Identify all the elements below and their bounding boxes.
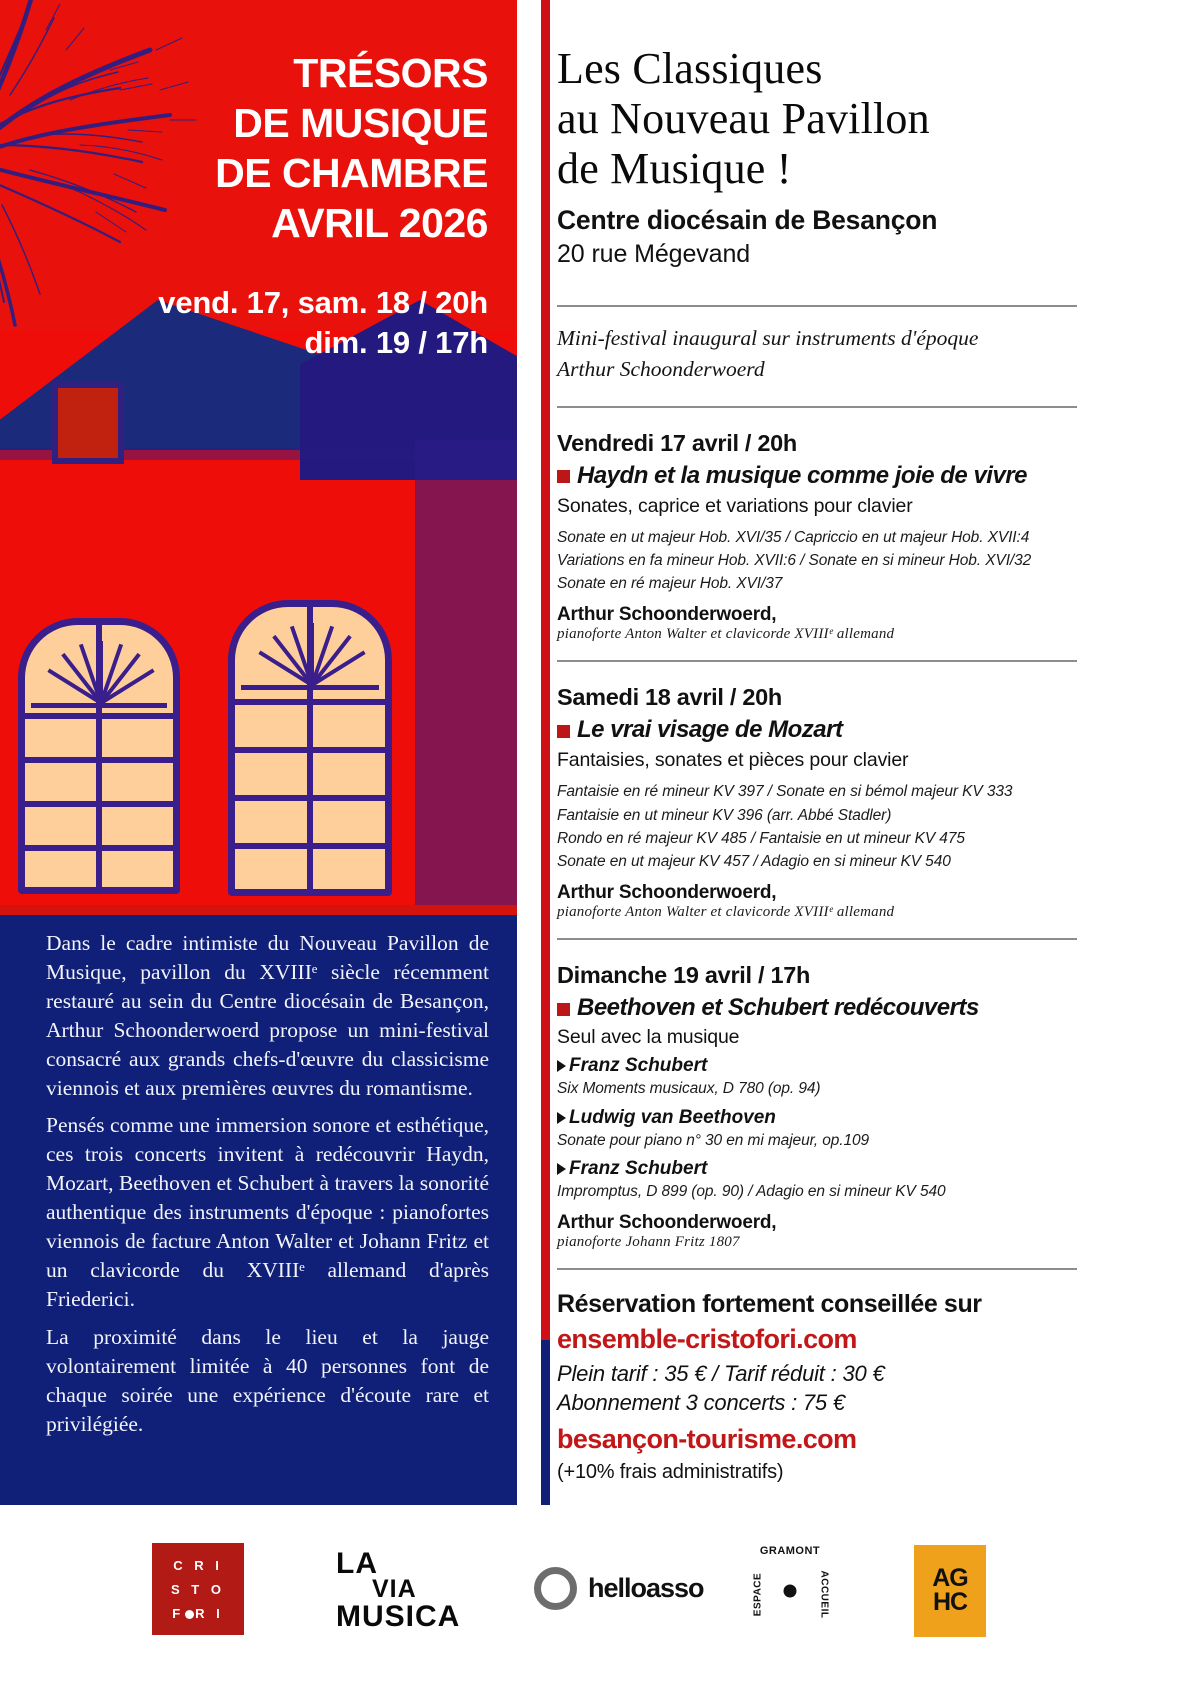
festival-note <box>557 323 1077 384</box>
concert-instruments: pianoforte Johann Fritz 1807 <box>557 1234 740 1250</box>
concert-day: Vendredi 17 avril / 20h <box>557 429 797 456</box>
blurb-paragraph-3: La proximité dans le lieu et la jauge volontairement limitée à 40 personnes font de chaque soirée une expérience d'écoute rare et privilégiée. <box>46 1324 489 1436</box>
dot-icon <box>185 1610 194 1619</box>
program-title-text: Le vrai visage de Mozart <box>577 716 843 744</box>
composer-entry <box>557 1158 1077 1180</box>
poster-dates <box>0 283 488 364</box>
concert-works <box>557 526 1077 596</box>
title-line-2: DE MUSIQUE <box>233 100 488 147</box>
program-title-text: Haydn et la musique comme joie de vivre <box>577 461 1027 489</box>
dates-line-1: vend. 17, sam. 18 / 20h <box>158 285 488 320</box>
title-line-1: TRÉSORS <box>293 50 488 96</box>
heading-line-3: de Musique ! <box>557 144 792 194</box>
work-line: Rondo en ré majeur KV 485 / Fantaisie en ut mineur KV 475 <box>557 829 965 847</box>
besancon-tourisme-link[interactable]: besançon-tourisme.com <box>557 1424 857 1454</box>
navy-accent-bar <box>541 1340 550 1505</box>
work-line: Fantaisie en ré mineur KV 397 / Sonate en si bémol majeur KV 333 <box>557 783 1013 801</box>
concert-program-title <box>557 994 1077 1022</box>
concert-performer: Arthur Schoonderwoerd, <box>557 604 777 626</box>
heading-line-1: Les Classiques <box>557 44 823 93</box>
ensemble-cristofori-link[interactable]: ensemble-cristofori.com <box>557 1324 857 1354</box>
window-right <box>228 600 392 896</box>
triangle-bullet-icon <box>557 1112 566 1124</box>
poster-title <box>0 48 488 248</box>
dates-line-2: dim. 19 / 17h <box>304 325 488 361</box>
concert-performer: Arthur Schoonderwoerd, <box>557 882 777 904</box>
description-text <box>46 929 489 1447</box>
red-accent-bar <box>541 0 550 1340</box>
venue-address: 20 rue Mégevand <box>557 240 751 269</box>
la-via-musica-logo <box>336 1547 476 1633</box>
square-bullet-icon <box>557 470 570 483</box>
gramont-left-text: ESPACE <box>752 1572 764 1617</box>
subscription-line: Abonnement 3 concerts : 75 € <box>557 1390 845 1415</box>
gramont-dot-icon <box>784 1585 797 1598</box>
aghc-logo <box>914 1545 986 1637</box>
composer-work: Impromptus, D 899 (op. 90) / Adagio en si mineur KV 540 <box>557 1182 946 1200</box>
partner-logos-strip <box>0 1505 1200 1698</box>
cristofori-line-2: S T O <box>171 1581 225 1597</box>
concert-performer: Arthur Schoonderwoerd, <box>557 1212 777 1233</box>
via-line-2: VIA <box>372 1575 417 1603</box>
concert-subtitle: Fantaisies, sonates et pièces pour clavier <box>557 749 909 772</box>
concert-subtitle: Seul avec la musique <box>557 1026 740 1049</box>
festival-note-line-2: Arthur Schoonderwoerd <box>557 356 765 381</box>
square-bullet-icon <box>557 1003 570 1016</box>
work-line: Variations en fa mineur Hob. XVII:6 / Sonate en si mineur Hob. XVI/32 <box>557 551 1032 569</box>
via-line-3: MUSICA <box>336 1600 461 1633</box>
main-heading <box>557 44 1077 194</box>
poster-info-column <box>517 0 1200 1698</box>
booking-heading: Réservation fortement conseillée sur <box>557 1290 982 1318</box>
composer-entry <box>557 1055 1077 1077</box>
via-line-1: LA <box>336 1547 378 1580</box>
booking-fees: (+10% frais administratifs) <box>557 1461 784 1483</box>
concert-instruments: pianoforte Anton Walter et clavicorde XVIIIᵉ allemand <box>557 904 895 921</box>
composer-work: Six Moments musicaux, D 780 (op. 94) <box>557 1080 821 1098</box>
concert-day: Dimanche 19 avril / 17h <box>557 962 811 989</box>
cristofori-logo <box>152 1543 244 1635</box>
blurb-paragraph-1: Dans le cadre intimiste du Nouveau Pavillon de Musique, pavillon du XVIIIᵉ siècle récemment restauré au sein du Centre diocésain de Besançon, Arthur Schoonderwoerd propose un mini-festival consacré aux grands chefs-d'œuvre du classicisme viennois et aux premières œuvres du romantisme. <box>46 931 489 1100</box>
blurb-paragraph-2: Pensés comme une immersion sonore et esthétique, ces trois concerts invitent à redécouvrir Haydn, Mozart, Beethoven et Schubert à travers la sonorité authentique des instruments d'époque : pianofortes viennois de facture Anton Walter et Johann Fritz et un clavicorde du XVIIIᵉ allemand d'après Friederici. <box>46 1113 489 1311</box>
helloasso-ring-icon <box>534 1567 577 1610</box>
cristofori-line-3: F R I <box>172 1605 224 1621</box>
attic-door <box>52 382 124 464</box>
triangle-bullet-icon <box>557 1060 566 1072</box>
title-line-4: AVRIL 2026 <box>271 200 488 247</box>
concert-instruments: pianoforte Anton Walter et clavicorde XVIIIᵉ allemand <box>557 626 895 643</box>
helloasso-wordmark: helloasso <box>588 1573 704 1603</box>
heading-line-2: au Nouveau Pavillon <box>557 94 930 144</box>
wall-side <box>415 440 517 920</box>
window-left <box>18 618 180 894</box>
cristofori-line-1: C R I <box>173 1557 223 1573</box>
composer-entry <box>557 1107 1077 1129</box>
triangle-bullet-icon <box>557 1163 566 1175</box>
description-panel <box>0 915 517 1505</box>
concert-works <box>557 780 1077 873</box>
program-title-text: Beethoven et Schubert redécouverts <box>577 994 979 1022</box>
poster-illustration-panel <box>0 0 517 1505</box>
title-line-3: DE CHAMBRE <box>215 150 488 197</box>
concert-program-title <box>557 462 1077 490</box>
work-line: Sonate en ut majeur KV 457 / Adagio en si mineur KV 540 <box>557 853 951 870</box>
composer-name: Franz Schubert <box>569 1055 708 1077</box>
festival-note-line-1: Mini-festival inaugural sur instruments d'époque <box>557 326 979 351</box>
concert-subtitle: Sonates, caprice et variations pour clavier <box>557 494 913 517</box>
work-line: Sonate en ut majeur Hob. XVI/35 / Capriccio en ut majeur Hob. XVII:4 <box>557 528 1030 546</box>
work-line: Sonate en ré majeur Hob. XVI/37 <box>557 575 783 592</box>
concert-program-title <box>557 716 1077 744</box>
price-line: Plein tarif : 35 € / Tarif réduit : 30 € <box>557 1361 885 1386</box>
venue-name: Centre diocésain de Besançon <box>557 205 938 236</box>
concert-block <box>557 962 1077 1251</box>
concert-day: Samedi 18 avril / 20h <box>557 684 782 711</box>
gramont-top-text: GRAMONT <box>759 1545 821 1557</box>
gramont-right-text: ACCUEIL <box>818 1570 830 1619</box>
aghc-line-1: AG <box>932 1564 968 1593</box>
aghc-line-2: HC <box>932 1588 968 1616</box>
concert-block <box>557 684 1077 921</box>
info-content <box>557 0 1077 1484</box>
helloasso-logo <box>534 1567 704 1610</box>
composer-name: Ludwig van Beethoven <box>569 1106 776 1128</box>
square-bullet-icon <box>557 725 570 738</box>
composer-work: Sonate pour piano n° 30 en mi majeur, op.109 <box>557 1131 870 1149</box>
composer-name: Franz Schubert <box>569 1157 708 1179</box>
gramont-logo <box>744 1545 836 1637</box>
work-line: Fantaisie en ut mineur KV 396 (arr. Abbé Stadler) <box>557 806 892 824</box>
concert-block <box>557 430 1077 644</box>
